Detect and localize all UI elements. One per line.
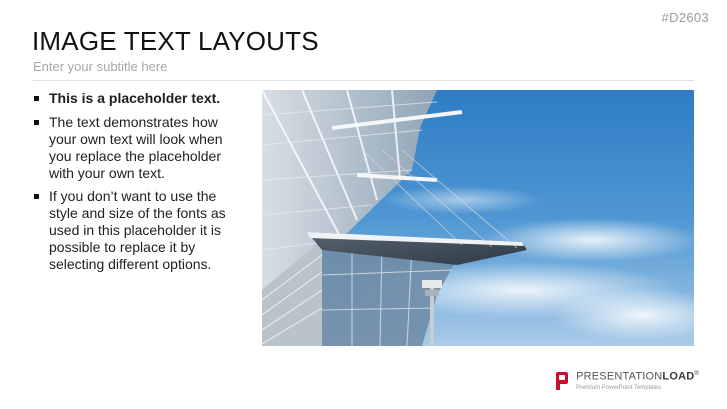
- presentationload-logo: [556, 371, 699, 391]
- building-photo[interactable]: [262, 90, 694, 346]
- slide-title[interactable]: IMAGE TEXT LAYOUTS: [32, 26, 319, 56]
- bullet-item: [33, 188, 245, 273]
- slide-id: #D2603: [661, 10, 709, 25]
- title-divider: [33, 80, 694, 81]
- bullet-item: [33, 90, 245, 107]
- slide-subtitle[interactable]: Enter your subtitle here: [33, 59, 168, 74]
- bullet-text: This is a placeholder text.: [49, 90, 221, 106]
- bullet-item: [33, 114, 245, 182]
- bullet-list[interactable]: [33, 90, 245, 279]
- bullet-text: If you don’t want to use the style and size of the fonts as used in this placeholder it is possible to replace it by selecting different options.: [49, 188, 226, 272]
- bullet-square-icon: [34, 96, 39, 101]
- bullet-square-icon: [34, 194, 39, 199]
- logo-text: [576, 371, 699, 391]
- logo-tagline: Premium PowerPoint Templates: [576, 385, 662, 391]
- presentationload-logo-icon: [556, 372, 570, 390]
- logo-brand: PRESENTATIONLOAD®: [576, 371, 699, 383]
- bullet-text: The text demonstrates how your own text will look when you replace the placeholder with your own text.: [49, 114, 223, 181]
- bullet-square-icon: [34, 120, 39, 125]
